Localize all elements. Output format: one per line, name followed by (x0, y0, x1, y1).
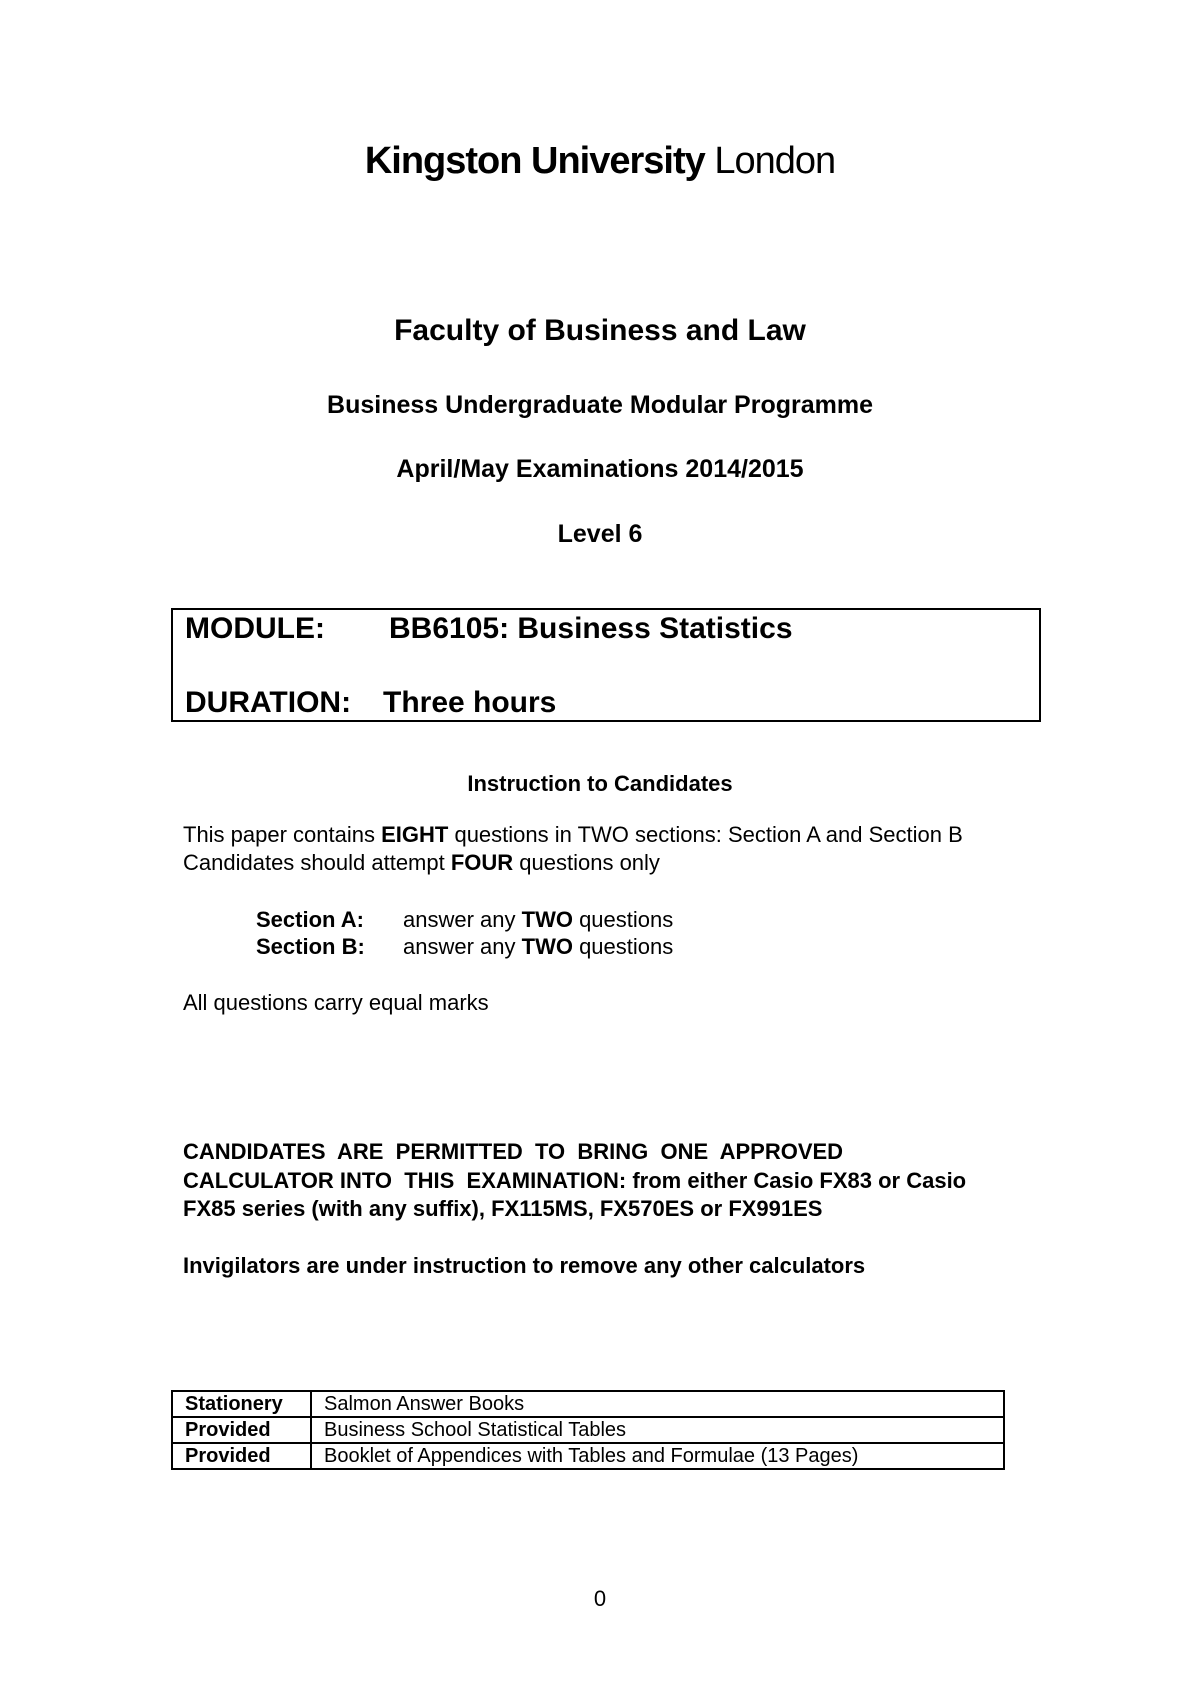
module-label: MODULE: (185, 612, 325, 645)
section-a-line (256, 907, 364, 933)
calculator-line-1: CANDIDATES ARE PERMITTED TO BRING ONE APPROVED (183, 1139, 844, 1164)
row-value: Salmon Answer Books (311, 1391, 1004, 1417)
instructions-heading: Instruction to Candidates (467, 771, 733, 796)
text: questions (572, 934, 674, 959)
row-value: Business School Statistical Tables (311, 1417, 1004, 1443)
logo-bold: Kingston University (364, 140, 705, 182)
table-row (172, 1417, 1004, 1443)
text: questions (572, 907, 674, 932)
marks-note: All questions carry equal marks (183, 990, 489, 1015)
level: Level 6 (557, 520, 643, 548)
invigilators-note: Invigilators are under instruction to remove any other calculators (183, 1253, 866, 1278)
text: answer any (403, 934, 522, 959)
section-b-line (256, 934, 365, 960)
programme-title: Business Undergraduate Modular Programme (327, 391, 873, 419)
text: answer any (403, 907, 522, 932)
text: questions only (513, 850, 660, 875)
logo-light: London (714, 140, 836, 182)
duration-label: DURATION: (185, 686, 352, 719)
instruction-line-2 (183, 850, 660, 876)
emphasis: EIGHT (381, 822, 449, 847)
section-label: Section B: (256, 934, 365, 959)
emphasis: TWO (521, 907, 573, 932)
text: Candidates should attempt (183, 850, 451, 875)
module-box (171, 608, 1041, 722)
table-row (172, 1391, 1004, 1417)
exam-session: April/May Examinations 2014/2015 (396, 455, 804, 483)
emphasis: FOUR (450, 850, 514, 875)
row-label: Stationery (172, 1391, 311, 1417)
faculty-title: Faculty of Business and Law (394, 314, 806, 347)
section-b-rule (403, 934, 673, 960)
calculator-line-2: CALCULATOR INTO THIS EXAMINATION: from either Casio FX83 or Casio (183, 1168, 967, 1193)
text: questions in TWO sections: Section A and Section B (448, 822, 963, 847)
text: This paper contains (183, 822, 382, 847)
emphasis: TWO (521, 934, 573, 959)
university-logo (0, 140, 1200, 183)
section-a-rule (403, 907, 673, 933)
duration-value: Three hours (383, 686, 557, 719)
row-value: Booklet of Appendices with Tables and Formulae (13 Pages) (311, 1443, 1004, 1469)
section-label: Section A: (256, 907, 364, 932)
calculator-line-3: FX85 series (with any suffix), FX115MS, FX570ES or FX991ES (183, 1196, 823, 1221)
page-number: 0 (593, 1586, 607, 1611)
row-label: Provided (172, 1443, 311, 1469)
instruction-line-1 (183, 822, 963, 848)
row-label: Provided (172, 1417, 311, 1443)
stationery-table (171, 1390, 1005, 1470)
module-value: BB6105: Business Statistics (389, 612, 793, 645)
table-row (172, 1443, 1004, 1469)
